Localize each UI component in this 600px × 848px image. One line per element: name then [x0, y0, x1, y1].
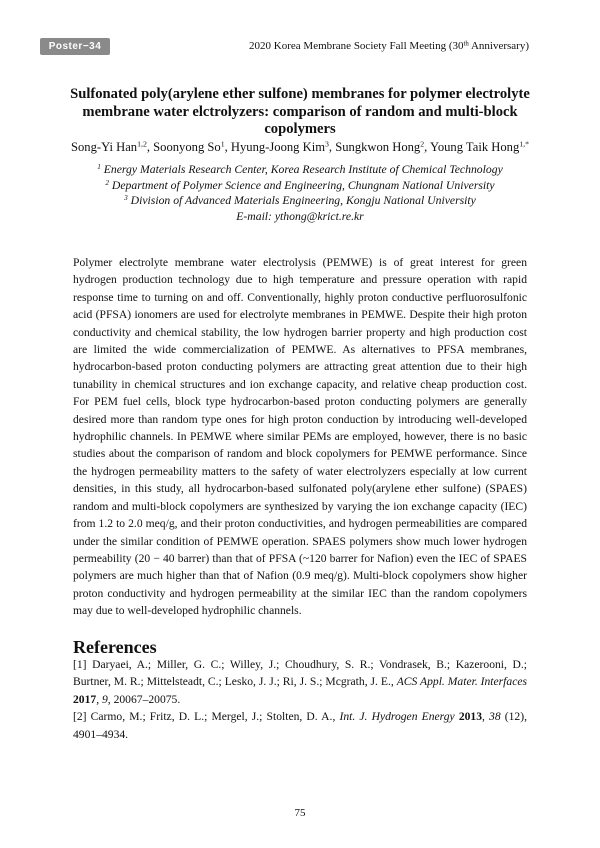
contact-email: E-mail: ythong@krict.re.kr: [236, 209, 364, 223]
conference-sup: th: [463, 40, 469, 48]
affiliation: [40, 193, 560, 209]
ref-volume: 38: [489, 710, 501, 724]
references-heading: References: [73, 637, 157, 657]
page-number: 75: [294, 807, 306, 819]
author-sep: ,: [424, 140, 430, 154]
ref-authors: [2] Carmo, M.; Fritz, D. L.; Mergel, J.; Stolten, D. A.,: [73, 710, 340, 724]
author-affil-sup: 3: [325, 139, 329, 149]
author: [231, 140, 335, 154]
author-sep: ,: [146, 140, 154, 154]
affiliation: [40, 178, 560, 194]
ref-journal: ACS Appl. Mater. Interfaces: [396, 675, 528, 689]
reference-list: [73, 656, 527, 743]
affiliations: [40, 162, 560, 224]
author: [71, 140, 153, 154]
affiliation-num: 2: [105, 178, 109, 187]
ref-volume: 9: [101, 692, 108, 706]
reference-item: [1] Daryaei, A.; Miller, G. C.; Willey, J.; Choudhury, S. R.; Vondrasek, B.; Kazerooni, D.; Burtner, M. R.; Mittelsteadt, C.; Lesko, J. J.; Ri, J. S.; Mcgrath, J. E., ACS Appl. Mater. Interfaces 2017, 9, 20067–20075.: [73, 658, 528, 706]
author: [430, 140, 529, 154]
affiliation-text: Department of Polymer Science and Engineering, Chungnam National University: [109, 178, 495, 192]
ref-year: 2013: [458, 710, 483, 724]
ref-journal: Int. J. Hydrogen Energy: [339, 710, 455, 724]
author: [335, 140, 430, 154]
author-name: Song-Yi Han: [70, 140, 138, 154]
author-affil-sup: 1,2: [137, 139, 147, 149]
author-affil-sup: 1: [220, 139, 225, 149]
author-affil-sup: 1,*: [519, 139, 530, 149]
conference-name: 2020 Korea Membrane Society Fall Meeting (30: [249, 40, 464, 52]
ref-pages: , 20067–20075.: [107, 692, 181, 706]
conference-header: [249, 40, 529, 52]
affiliation-text: Energy Materials Research Center, Korea Research Institute of Chemical Technology: [100, 163, 503, 176]
affiliation-text: Division of Advanced Materials Engineering, Kongju National University: [127, 194, 476, 207]
author-sep: ,: [328, 140, 336, 154]
author-sep: ,: [224, 140, 231, 154]
author-name: Young Taik Hong: [429, 140, 520, 154]
ref-authors: [1] Daryaei, A.; Miller, G. C.; Willey, J.; Choudhury, S. R.; Vondrasek, B.; Kazerooni, D.; Burtner, M. R.; Mittelsteadt, C.; Lesko, J. J.; Ri, J. S.; Mcgrath, J. E.,: [73, 658, 527, 689]
ref-year: 2017: [73, 692, 97, 706]
affiliation-num: 1: [97, 163, 101, 172]
affiliation-num: 3: [124, 194, 128, 203]
author-name: Hyung-Joong Kim: [230, 140, 326, 154]
paper-title: Sulfonated poly(arylene ether sulfone) membranes for polymer electrolyte membrane water elctrolyzers: comparison of random and multi-block copolymers: [70, 86, 530, 138]
reference-item: [2] Carmo, M.; Fritz, D. L.; Mergel, J.; Stolten, D. A., Int. J. Hydrogen Energy 2013, 38 (12), 4901–4934.: [73, 710, 527, 741]
poster-badge: Poster−34: [40, 38, 110, 55]
ref-pages: (12), 4901–4934.: [73, 710, 527, 741]
author-affil-sup: 2: [420, 139, 425, 149]
author-name: Soonyong So: [153, 140, 221, 154]
author-list: [40, 139, 560, 155]
abstract-body: Polymer electrolyte membrane water electrolysis (PEMWE) is of great interest for green hydrogen production technology due to high temperature and pressure operation with rapid response time to turning on and off. Conventionally, highly proton conductive perfluorosulfonic acid (PFSA) ionomers are used for electrolyte membranes in PEMWE. Despite their high proton conductivity and chemical stability, the low hydrogen barrier property and high production cost are limited the wide commercialization of PEMWE. As alternatives to PFSA membranes, hydrocarbon-based proton conducting polymers are attracting great attention due to their high tunability in chemical structures and ion exchange capacity, and relative cheap production cost. For PEM fuel cells, block type hydrocarbon-based proton conducting polymers are generally desired more than random type ones for high proton conduction by introducing well-developed hydrophilic channels. In PEMWE where similar PEMs are employed, however, there is no basic studies about the comparison of random and block copolymers for PEMWE performance. Since the hydrogen permeability matters to the safety of water electrolyzers especially at low current densities, in this study, all hydrocarbon-based sulfonated poly(arylene ether sulfone) (SPAES) random and multi-block copolymers are synthesized by varying the ion exchange capacity (IEC) from 1.2 to 2.0 meq/g, and their proton conductivities, and hydrogen permeabilities are compared under the similar condition of PEMWE operation. SPAES polymers show much lower hydrogen permeability (20 − 40 barrer) than that of PFSA (~120 barrer for Nafion) even the IEC of SPAES polymers are much higher than that of Nafion (0.9 meq/g). Multi-block copolymers show higher proton conductivity and hydrogen permeability at the similar IEC than the random copolymers may due to well-developed hydrophilic channels.: [73, 256, 527, 618]
conference-anniversary: Anniversary): [468, 40, 529, 52]
author: [153, 140, 231, 154]
affiliation: [40, 162, 560, 178]
author-name: Sungkwon Hong: [335, 140, 421, 154]
